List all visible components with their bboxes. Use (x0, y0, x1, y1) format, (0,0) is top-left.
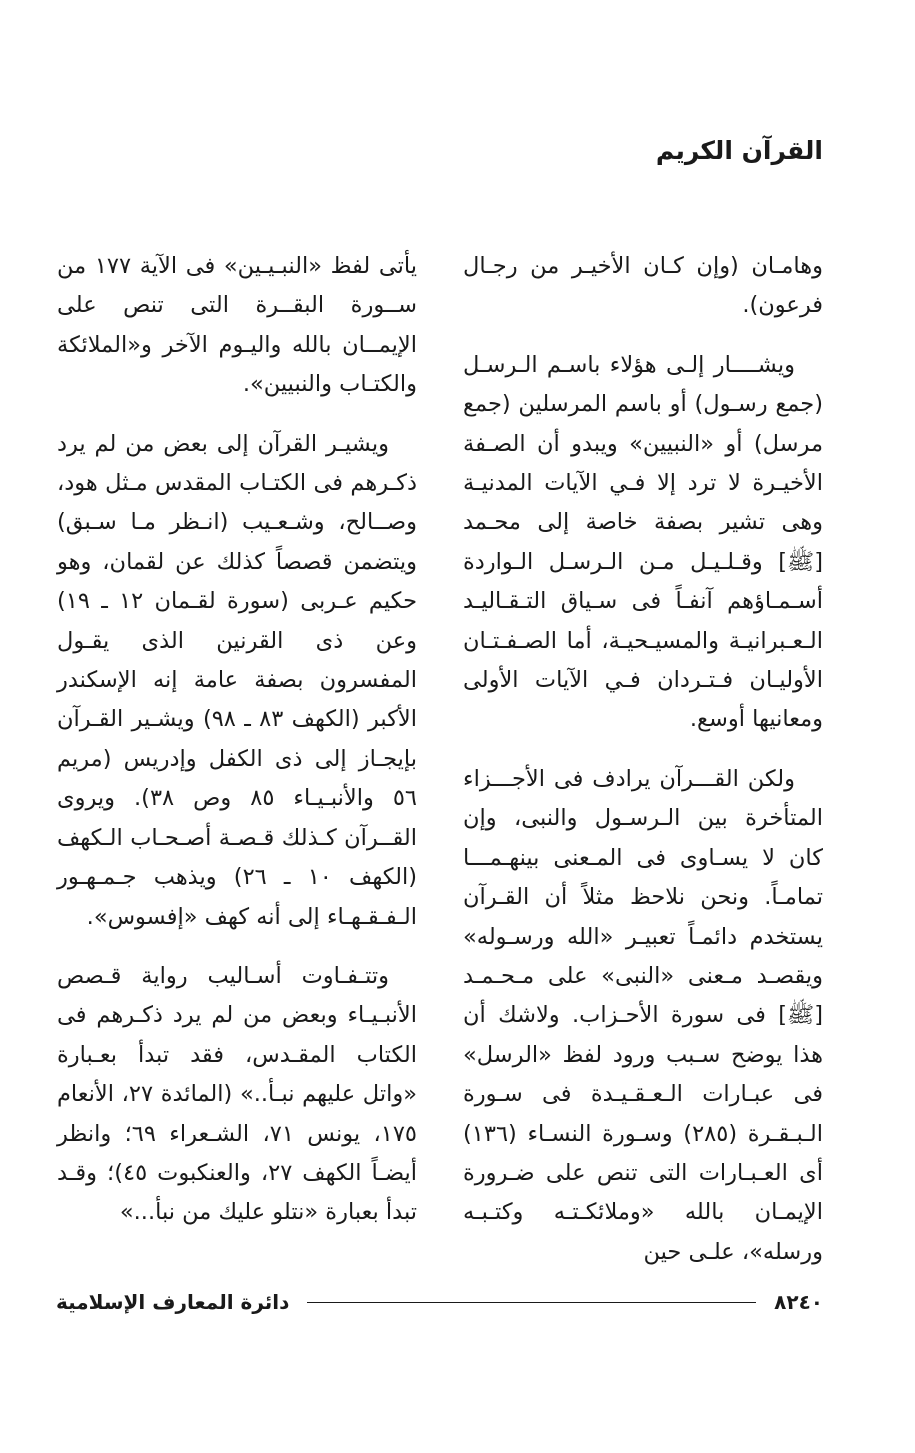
paragraph: وهامـان (وإن كـان الأخيـر من رجـال فرعون). (463, 253, 823, 319)
paragraph: وتتـفـاوت أسـاليب رواية قـصص الأنبـيـاء وبعض من لم يرد ذكـرهم فى الكتاب المقـدس، فقد تبدأ بعـبارة «واتل عليهم نبـأ..» (المائدة ٢٧، الأنعام ١٧٥، يونس ٧١، الشـعراء ٦٩؛ وانظر أيضـاً الكهف ٢٧، والعنكبوت ٤٥)؛ وقـد تبدأ بعبارة «نتلو عليك من نبأ...» (57, 962, 418, 1226)
page-footer (56, 1284, 823, 1320)
paragraph: ويشــــار إلـى هؤلاء باسـم الـرسـل (جمع رسـول) أو باسم المرسلين (جمع مرسل) أو «النبيين» ويبدو أن الصـفة الأخيـرة لا ترد إلا فـي الآيات المدنيـة وهى تشير بصفة خاصة إلى محـمد [ﷺ] وقـلـيـل مـن الـرسـل الـواردة أسـمـاؤهم آنفـاً فى سـياق التـقـاليـد الـعـبرانيـة والمسيـحيـة، أما الصـفـتـان الأوليـان فـتـردان فـي الآيات الأولى ومعانيها أوسع. (463, 351, 823, 733)
footer-divider (307, 1302, 756, 1303)
publication-title: دائرة المعارف الإسلامية (56, 1290, 290, 1314)
paragraph: يأتى لفظ «النبـيـين» فى الآية ١٧٧ من ســورة البقــرة التى تنص على الإيمــان بالله واليـوم الآخر و«الملائكة والكتـاب والنبيين». (57, 253, 417, 398)
paragraph: ويشيـر القرآن إلى بعض من لم يرد ذكـرهم فى الكتـاب المقدس مـثل هود، وصــالح، وشـعـيب (انـظر مـا سـبق) ويتضمن قصصاً كذلك عن لقمان، وهو حكيم عـربى (سورة لقـمان ١٢ ـ ١٩) وعن ذى القرنين الذى يقـول المفسرون بصفة عامة إنه الإسكندر الأكبر (الكهف ٨٣ ـ ٩٨) ويشـير القـرآن بإيجـاز إلى ذى الكفل وإدريس (مريم ٥٦ والأنبـيـاء ٨٥ وص ٣٨). ويروى القــرآن كـذلك قـصـة أصـحـاب الـكهف (الكهف ١٠ ـ ٢٦) ويذهب جـمـهـور الـفـقـهـاء إلى أنه كهف «إفسوس». (57, 430, 418, 930)
text-column-right (463, 247, 823, 1292)
paragraph: ولكن القـــرآن يرادف فى الأجـــزاء المتأخرة بين الـرسـول والنبى، وإن كان لا يسـاوى فى المـعنى بينهـمـــا تمامـاً. ونحن نلاحظ مثلاً أن القـرآن يستخدم دائمـاً تعبيـر «الله ورسـوله» ويقصـد مـعنى «النبى» على مـحـمـد [ﷺ] فى سورة الأحـزاب. ولاشك أن هذا يوضح سـبب ورود لفظ «الرسل» فى عبـارات الـعـقـيـدة فى سـورة الـبـقـرة (٢٨٥) وسـورة النسـاء (١٣٦) أى العـبـارات التى تنص على ضـرورة الإيمـان بالله «وملائكـتـه وكتـبـه ورسله»، علـى حين (463, 765, 823, 1265)
running-header-title: القرآن الكريم (655, 136, 823, 165)
text-column-left (57, 247, 417, 1253)
page-number: ٨٢٤٠ (774, 1290, 823, 1314)
